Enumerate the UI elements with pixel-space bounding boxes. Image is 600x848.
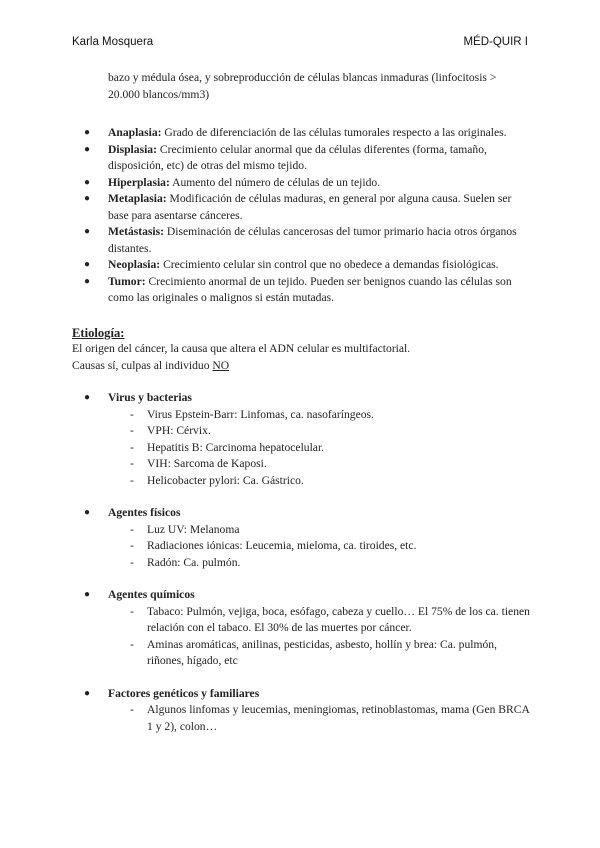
list-item: - Aminas aromáticas, anilinas, pesticidas, asbesto, hollín y brea: Ca. pulmón, riñones, hígado, etc [130, 637, 497, 667]
definition-item: ● Metástasis: Diseminación de células cancerosas del tumor primario hacia otros órganos distantes. [84, 225, 517, 255]
section-title-etiologia: Etiología: [72, 325, 125, 340]
dash-icon: - [130, 637, 134, 651]
list-item: - VIH: Sarcoma de Kaposi. [72, 456, 530, 473]
definition-item: ● Tumor: Crecimiento anormal de un tejido. Pueden ser benignos cuando las células son como las originales o malignos si están mutadas. [84, 274, 512, 304]
category-items [72, 604, 530, 670]
bullet-icon: ● [84, 507, 91, 518]
bullet-icon: ● [84, 193, 91, 204]
bullet-icon: ● [84, 176, 91, 188]
list-item: - VPH: Cérvix. [72, 423, 530, 440]
category-items [72, 522, 530, 572]
dash-icon: - [130, 440, 134, 454]
document-body [72, 70, 530, 735]
definition-item: ● Anaplasia: Grado de diferenciación de las células tumorales respecto a las originales. [72, 125, 530, 142]
bullet-icon: ● [84, 589, 91, 600]
dash-icon: - [130, 407, 134, 421]
bullet-icon: ● [84, 392, 91, 403]
category-heading: ● Virus y bacterias [72, 390, 530, 407]
bullet-icon: ● [84, 275, 91, 287]
definition-item: ● Neoplasia: Crecimiento celular sin control que no obedece a demandas fisiológicas. [72, 257, 530, 274]
category-heading: ● Factores genéticos y familiares [72, 686, 530, 703]
category-heading: ● Agentes físicos [72, 505, 530, 522]
intro-paragraph: bazo y médula ósea, y sobreproducción de células blancas inmaduras (linfocitosis > 20.000 blancos/mm3) [108, 71, 497, 101]
definition-item: ● Displasia: Crecimiento celular anormal que da células diferentes (forma, tamaño, disposición, etc) de otras del mismo tejido. [84, 142, 487, 172]
list-item: - Algunos linfomas y leucemias, meningiomas, retinoblastomas, mama (Gen BRCA 1 y 2), colon… [130, 703, 530, 733]
bullet-icon: ● [84, 143, 91, 155]
list-item: - Radiaciones iónicas: Leucemia, mieloma, ca. tiroides, etc. [72, 538, 530, 555]
header-author: Karla Mosquera [72, 36, 154, 48]
list-item: - Virus Epstein-Barr: Linfomas, ca. nasofaríngeos. [72, 407, 530, 424]
dash-icon: - [130, 539, 134, 552]
list-item: - Luz UV: Melanoma [72, 522, 530, 539]
category-items [72, 407, 530, 490]
dash-icon: - [130, 424, 134, 437]
bullet-icon: ● [84, 259, 91, 270]
list-item: - Tabaco: Pulmón, vejiga, boca, esófago, cabeza y cuello… El 75% de los ca. tienen relación con el tabaco. El 30% de las muertes por cáncer. [130, 604, 530, 634]
list-item: - Helicobacter pylori: Ca. Gástrico. [72, 473, 530, 490]
dash-icon: - [130, 457, 134, 470]
dash-icon: - [130, 555, 134, 569]
definition-item: ● Metaplasia: Modificación de células maduras, en general por alguna causa. Suelen ser base para asentarse cánceres. [84, 192, 512, 222]
dash-icon: - [130, 473, 134, 487]
dash-icon: - [130, 604, 134, 618]
list-item: - Radón: Ca. pulmón. [72, 555, 530, 572]
etiologia-line-2: Causas sí, culpas al individuo NO [72, 358, 230, 372]
category-items [72, 702, 530, 735]
bullet-icon: ● [84, 687, 91, 699]
bullet-icon: ● [84, 226, 91, 237]
definitions-list [72, 125, 530, 307]
header-course: MÉD-QUIR I [463, 36, 528, 48]
definition-item: ● Hiperplasia: Aumento del número de células de un tejido. [72, 175, 530, 192]
dash-icon: - [130, 703, 134, 716]
category-heading: ● Agentes químicos [72, 587, 530, 604]
bullet-icon: ● [84, 127, 91, 138]
dash-icon: - [130, 522, 134, 536]
list-item: - Hepatitis B: Carcinoma hepatocelular. [72, 440, 530, 457]
etiologia-line-1: El origen del cáncer, la causa que altera el ADN celular es multifactorial. [72, 342, 411, 355]
